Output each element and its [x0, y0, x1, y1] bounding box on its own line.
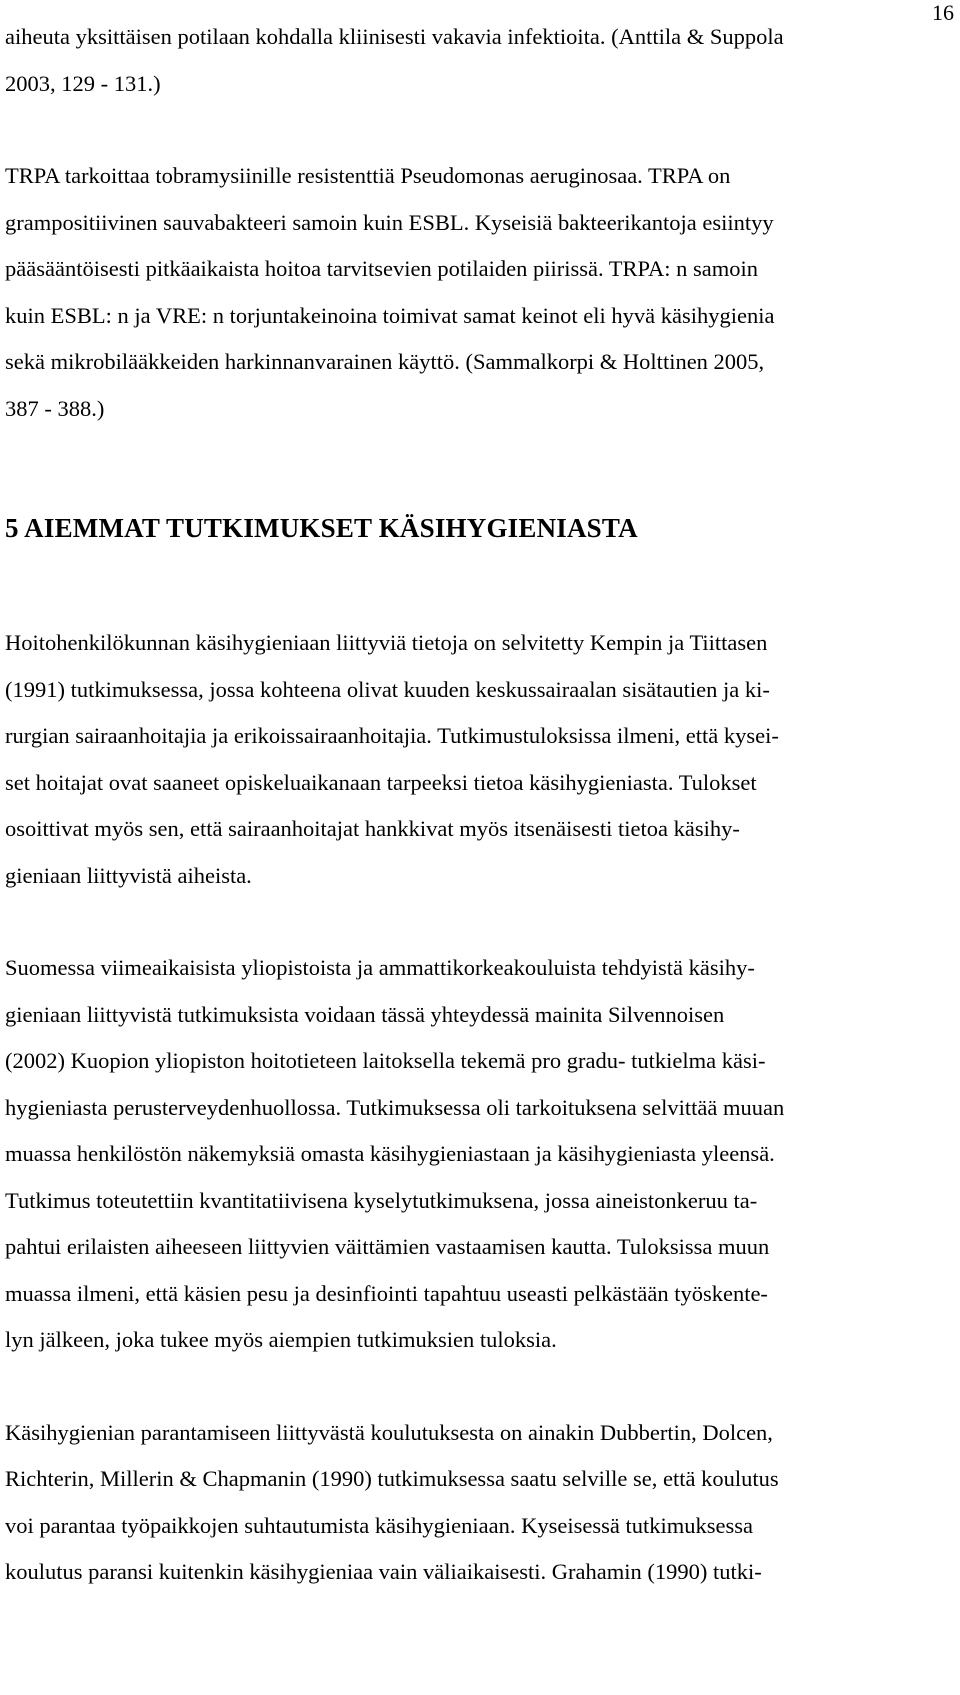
- text-line: 387 - 388.): [5, 395, 105, 421]
- text-line: grampositiivinen sauvabakteeri samoin kuin ESBL. Kyseisiä bakteerikantoja esiintyy: [5, 209, 774, 235]
- text-line: (2002) Kuopion yliopiston hoitotieteen laitoksella tekemä pro gradu- tutkielma käsi-: [5, 1048, 766, 1073]
- text-line: Richterin, Millerin & Chapmanin (1990) tutkimuksessa saatu selville se, että koulutus: [5, 1466, 779, 1491]
- text-line: Hoitohenkilökunnan käsihygieniaan liittyviä tietoja on selvitetty Kempin ja Tiittasen: [5, 630, 768, 655]
- text-line: kuin ESBL: n ja VRE: n torjuntakeinoina toimivat samat keinot eli hyvä käsihygienia: [5, 302, 775, 328]
- paragraph-dubbert-training: [5, 1410, 945, 1596]
- page-body: [5, 14, 945, 1596]
- text-line: aiheuta yksittäisen potilaan kohdalla kliinisesti vakavia infektioita. (Anttila & Suppola: [5, 24, 784, 49]
- text-line: voi parantaa työpaikkojen suhtautumista käsihygieniaan. Kyseisessä tutkimuksessa: [5, 1512, 753, 1538]
- heading-gap-bottom: [5, 548, 945, 620]
- text-line: hygieniasta perusterveydenhuollossa. Tutkimuksessa oli tarkoituksena selvittää muuan: [5, 1094, 785, 1120]
- text-line: lyn jälkeen, joka tukee myös aiempien tutkimuksien tuloksia.: [5, 1327, 557, 1352]
- heading-gap-top: [5, 432, 945, 508]
- paragraph-kemp-tiittanen: [5, 620, 945, 899]
- paragraph-trpa: [5, 153, 945, 432]
- text-line: osoittivat myös sen, että sairaanhoitajat hankkivat myös itsenäisesti tietoa käsihy-: [5, 816, 740, 841]
- page-number: 16: [932, 0, 954, 25]
- text-line: set hoitajat ovat saaneet opiskeluaikanaan tarpeeksi tietoa käsihygieniasta. Tulokset: [5, 769, 757, 795]
- text-line: 2003, 129 - 131.): [5, 70, 161, 96]
- paragraph-gap: [5, 107, 945, 153]
- text-line: koulutus paransi kuitenkin käsihygieniaa vain väliaikaisesti. Grahamin (1990) tutki-: [5, 1559, 762, 1584]
- text-line: gieniaan liittyvistä aiheista.: [5, 862, 252, 888]
- text-line: Suomessa viimeaikaisista yliopistoista ja ammattikorkeakouluista tehdyistä käsihy-: [5, 955, 755, 980]
- text-line: Käsihygienian parantamiseen liittyvästä koulutuksesta on ainakin Dubbertin, Dolcen,: [5, 1419, 773, 1445]
- text-line: pääsääntöisesti pitkäaikaista hoitoa tarvitsevien potilaiden piirissä. TRPA: n samoin: [5, 256, 759, 281]
- text-line: (1991) tutkimuksessa, jossa kohteena olivat kuuden keskussairaalan sisätautien ja ki-: [5, 676, 770, 702]
- text-line: rurgian sairaanhoitajia ja erikoissairaanhoitajia. Tutkimustuloksissa ilmeni, että kysei-: [5, 723, 779, 748]
- paragraph-gap: [5, 1364, 945, 1410]
- section-heading: 5 AIEMMAT TUTKIMUKSET KÄSIHYGIENIASTA: [5, 513, 638, 543]
- text-line: gieniaan liittyvistä tutkimuksista voidaan tässä yhteydessä mainita Silvennoisen: [5, 1001, 725, 1027]
- text-line: muassa henkilöstön näkemyksiä omasta käsihygieniastaan ja käsihygieniasta yleensä.: [5, 1141, 775, 1166]
- paragraph-silvennoinen: [5, 945, 945, 1364]
- text-line: Tutkimus toteutettiin kvantitatiivisena kyselytutkimuksena, jossa aineistonkeruu ta-: [5, 1187, 758, 1213]
- paragraph-anttila-suppola: [5, 14, 945, 107]
- text-line: TRPA tarkoittaa tobramysiinille resistenttiä Pseudomonas aeruginosaa. TRPA on: [5, 163, 731, 188]
- text-line: sekä mikrobilääkkeiden harkinnanvarainen käyttö. (Sammalkorpi & Holttinen 2005,: [5, 349, 765, 374]
- text-line: muassa ilmeni, että käsien pesu ja desinfiointi tapahtuu useasti pelkästään työskente-: [5, 1280, 768, 1306]
- paragraph-gap: [5, 899, 945, 945]
- text-line: pahtui erilaisten aiheeseen liittyvien väittämien vastaamisen kautta. Tuloksissa muun: [5, 1234, 770, 1259]
